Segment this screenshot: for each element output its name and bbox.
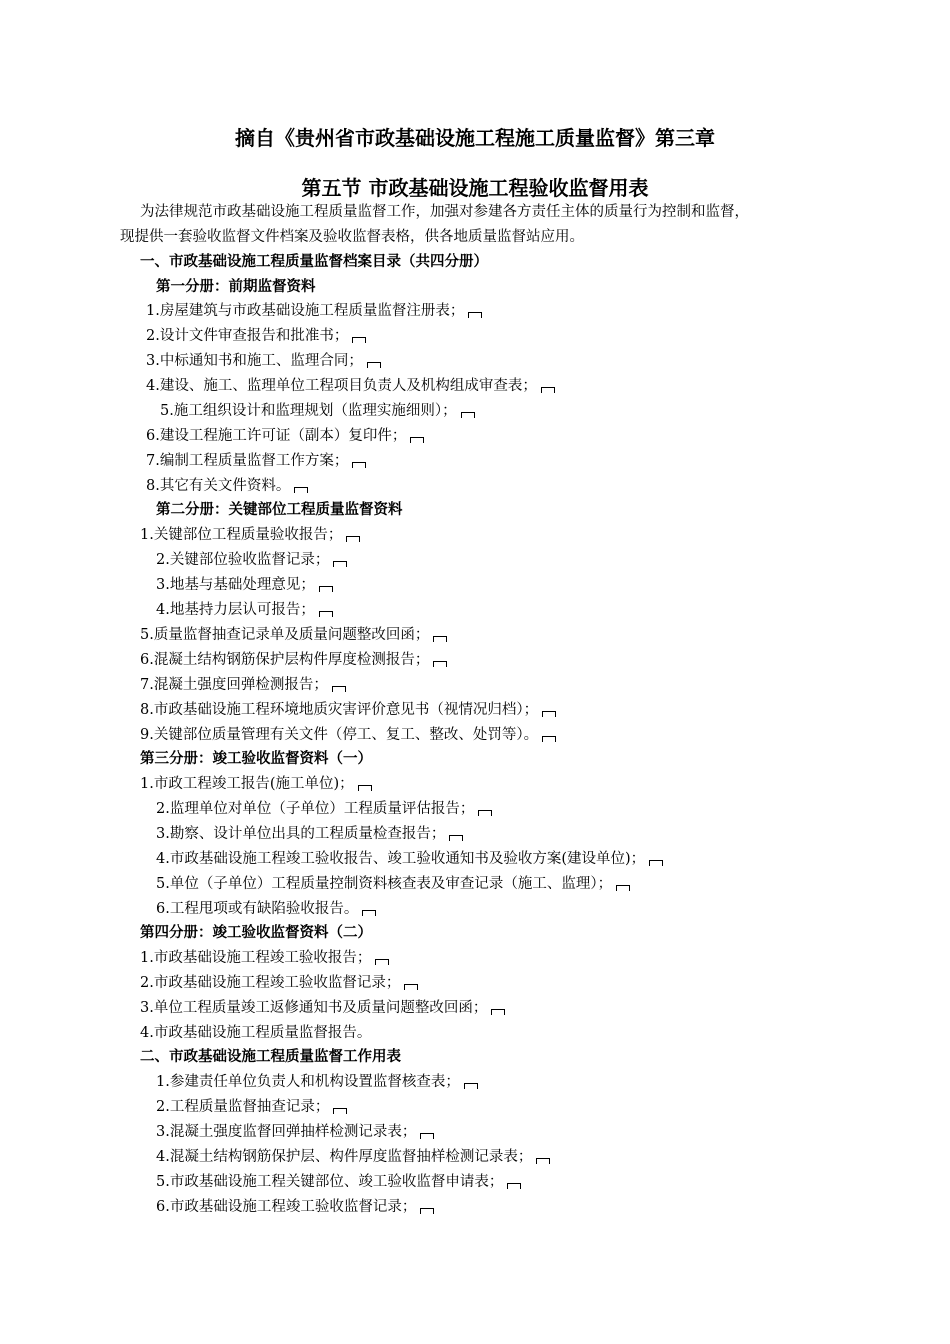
list-item xyxy=(156,574,333,596)
list-item xyxy=(140,997,505,1019)
placeholder-mark-icon xyxy=(507,1183,521,1189)
list-item xyxy=(156,848,663,870)
list-item xyxy=(140,773,372,795)
section-heading xyxy=(140,251,488,273)
list-item xyxy=(156,1146,550,1168)
list-item xyxy=(140,972,418,994)
section-title: 第五节 市政基础设施工程验收监督用表 xyxy=(301,176,649,200)
list-item-text: 7.编制工程质量监督工作方案； xyxy=(146,453,349,469)
list-item xyxy=(140,724,556,746)
section-heading xyxy=(140,748,372,770)
list-item-text: 第三分册：竣工验收监督资料（一） xyxy=(140,750,372,767)
list-item-text: 1.房屋建筑与市政基础设施工程质量监督注册表； xyxy=(146,303,465,319)
list-item-text: 1.市政基础设施工程竣工验收报告； xyxy=(140,950,372,966)
section-heading xyxy=(140,922,372,944)
list-item xyxy=(156,599,333,621)
intro-line-2: 现提供一套验收监督文件档案及验收监督表格，供各地质量监督站应用。 xyxy=(120,229,584,245)
list-item-text: 6.混凝土结构钢筋保护层构件厚度检测报告； xyxy=(140,652,430,668)
placeholder-mark-icon xyxy=(464,1083,478,1089)
list-item xyxy=(156,798,492,820)
placeholder-mark-icon xyxy=(332,686,346,692)
placeholder-mark-icon xyxy=(358,785,372,791)
placeholder-mark-icon xyxy=(333,561,347,567)
placeholder-mark-icon xyxy=(333,1108,347,1114)
list-item-text: 5.市政基础设施工程关键部位、竣工验收监督申请表； xyxy=(156,1174,504,1190)
list-item-text: 一、市政基础设施工程质量监督档案目录（共四分册） xyxy=(140,253,488,270)
list-item-text: 8.其它有关文件资料。 xyxy=(146,478,291,494)
list-item-text: 3.地基与基础处理意见； xyxy=(156,577,315,593)
placeholder-mark-icon xyxy=(433,636,447,642)
list-item-text: 2.市政基础设施工程竣工验收监督记录； xyxy=(140,975,401,991)
placeholder-mark-icon xyxy=(404,984,418,990)
intro-line-1: 为法律规范市政基础设施工程质量监督工作，加强对参建各方责任主体的质量行为控制和监督， xyxy=(140,204,749,220)
list-item xyxy=(146,475,308,497)
placeholder-mark-icon xyxy=(319,611,333,617)
list-item xyxy=(160,400,475,422)
list-item xyxy=(156,1171,521,1193)
placeholder-mark-icon xyxy=(367,362,381,368)
list-item xyxy=(146,425,424,447)
placeholder-mark-icon xyxy=(352,462,366,468)
placeholder-mark-icon xyxy=(362,910,376,916)
list-item-text: 7.混凝土强度回弹检测报告； xyxy=(140,677,328,693)
list-item-text: 3.单位工程质量竣工返修通知书及质量问题整改回函； xyxy=(140,1000,488,1016)
list-item xyxy=(156,873,630,895)
intro-paragraph xyxy=(120,200,840,250)
list-item xyxy=(140,524,360,546)
list-item-text: 3.中标通知书和施工、监理合同； xyxy=(146,353,363,369)
list-item-text: 3.勘察、设计单位出具的工程质量检查报告； xyxy=(156,826,446,842)
placeholder-mark-icon xyxy=(294,487,308,493)
list-item-text: 2.设计文件审查报告和批准书； xyxy=(146,328,349,344)
list-item-text: 2.工程质量监督抽查记录； xyxy=(156,1099,330,1115)
list-item-text: 6.工程甩项或有缺陷验收报告。 xyxy=(156,901,359,917)
placeholder-mark-icon xyxy=(616,885,630,891)
list-item xyxy=(146,325,366,347)
list-item xyxy=(146,350,381,372)
list-item xyxy=(156,549,347,571)
document-title: 摘自《贵州省市政基础设施工程施工质量监督》第三章 xyxy=(235,126,715,150)
placeholder-mark-icon xyxy=(433,661,447,667)
list-item xyxy=(146,450,366,472)
placeholder-mark-icon xyxy=(536,1158,550,1164)
list-item-text: 1.参建责任单位负责人和机构设置监督核查表； xyxy=(156,1074,460,1090)
list-item-text: 1.市政工程竣工报告(施工单位)； xyxy=(140,776,354,792)
list-item-text: 第四分册：竣工验收监督资料（二） xyxy=(140,924,372,941)
list-item-text: 5.质量监督抽查记录单及质量问题整改回函； xyxy=(140,627,430,643)
placeholder-mark-icon xyxy=(420,1133,434,1139)
placeholder-mark-icon xyxy=(420,1208,434,1214)
list-item-text: 4.市政基础设施工程质量监督报告。 xyxy=(140,1025,372,1041)
list-item-text: 4.混凝土结构钢筋保护层、构件厚度监督抽样检测记录表； xyxy=(156,1149,533,1165)
placeholder-mark-icon xyxy=(491,1009,505,1015)
list-item-text: 3.混凝土强度监督回弹抽样检测记录表； xyxy=(156,1124,417,1140)
list-item xyxy=(140,947,389,969)
list-item xyxy=(156,1071,478,1093)
list-item xyxy=(140,649,447,671)
placeholder-mark-icon xyxy=(542,711,556,717)
placeholder-mark-icon xyxy=(478,810,492,816)
list-item-text: 2.关键部位验收监督记录； xyxy=(156,552,330,568)
list-item-text: 第二分册：关键部位工程质量监督资料 xyxy=(156,501,403,518)
section-heading xyxy=(140,1046,401,1068)
placeholder-mark-icon xyxy=(541,387,555,393)
list-item-text: 8.市政基础设施工程环境地质灾害评价意见书（视情况归档）； xyxy=(140,702,539,718)
section-heading xyxy=(156,499,403,521)
list-item-text: 4.建设、施工、监理单位工程项目负责人及机构组成审查表； xyxy=(146,378,537,394)
placeholder-mark-icon xyxy=(542,736,556,742)
list-item-text: 6.市政基础设施工程竣工验收监督记录； xyxy=(156,1199,417,1215)
list-item-text: 5.单位（子单位）工程质量控制资料核查表及审查记录（施工、监理）； xyxy=(156,876,613,892)
list-item xyxy=(156,1121,434,1143)
list-item xyxy=(140,1022,371,1044)
list-item xyxy=(156,1196,434,1218)
section-heading xyxy=(156,276,316,298)
list-item-text: 4.市政基础设施工程竣工验收报告、竣工验收通知书及验收方案(建设单位)； xyxy=(156,851,646,867)
placeholder-mark-icon xyxy=(410,437,424,443)
list-item xyxy=(140,624,447,646)
list-item xyxy=(140,674,346,696)
list-item xyxy=(146,300,482,322)
list-item-text: 2.监理单位对单位（子单位）工程质量评估报告； xyxy=(156,801,475,817)
list-item xyxy=(146,375,555,397)
list-item xyxy=(156,823,463,845)
list-item-text: 5.施工组织设计和监理规划（监理实施细则）； xyxy=(160,403,457,419)
list-item xyxy=(156,1096,347,1118)
list-item-text: 第一分册：前期监督资料 xyxy=(156,278,316,295)
list-item-text: 4.地基持力层认可报告； xyxy=(156,602,315,618)
placeholder-mark-icon xyxy=(352,337,366,343)
list-item-text: 二、市政基础设施工程质量监督工作用表 xyxy=(140,1048,401,1065)
list-item xyxy=(140,699,556,721)
placeholder-mark-icon xyxy=(346,536,360,542)
list-item xyxy=(156,898,376,920)
list-item-text: 6.建设工程施工许可证（副本）复印件； xyxy=(146,428,407,444)
placeholder-mark-icon xyxy=(375,959,389,965)
placeholder-mark-icon xyxy=(319,586,333,592)
placeholder-mark-icon xyxy=(449,835,463,841)
list-item-text: 9.关键部位质量管理有关文件（停工、复工、整改、处罚等）。 xyxy=(140,727,539,743)
placeholder-mark-icon xyxy=(468,312,482,318)
placeholder-mark-icon xyxy=(649,860,663,866)
list-item-text: 1.关键部位工程质量验收报告； xyxy=(140,527,343,543)
placeholder-mark-icon xyxy=(461,412,475,418)
